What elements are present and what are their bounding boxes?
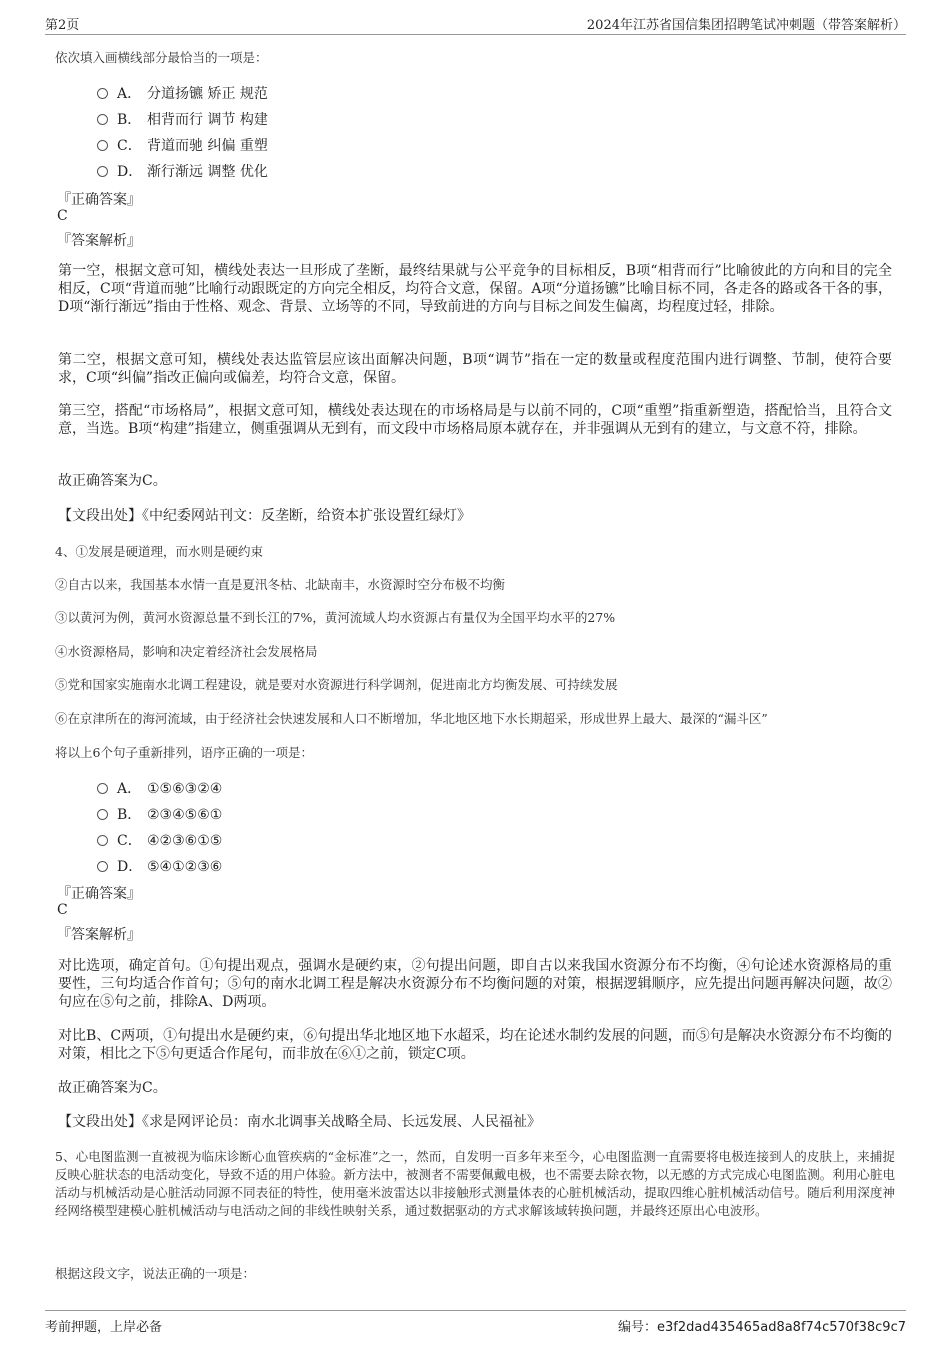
q3-option-b[interactable]: B． 相背而行 调节 构建 (97, 109, 268, 129)
document-title: 2024年江苏省国信集团招聘笔试冲刺题（带答案解析） (586, 18, 906, 33)
q5-prompt: 根据这段文字，说法正确的一项是： (55, 1266, 256, 1281)
q4-option-d[interactable]: D． ⑤④①②③⑥ (97, 856, 222, 876)
radio-icon[interactable] (97, 835, 108, 846)
q4-answer: C (57, 902, 68, 918)
radio-icon[interactable] (97, 783, 108, 794)
document-code: 编号：e3f2dad435465ad8a8f74c570f38c9c7 (618, 1320, 906, 1335)
q3-analysis-paragraph: 第二空，根据文意可知，横线处表达监管层应该出面解决问题，B项“调节”指在一定的数量或程度范围内进行调整、节制，使符合要求，C项“纠偏”指改正偏向或偏差，均符合文意，保留。 (58, 352, 892, 386)
q3-answer-label: 『正确答案』 (57, 192, 141, 208)
q3-prompt: 依次填入画横线部分最恰当的一项是： (55, 50, 268, 65)
radio-icon[interactable] (97, 88, 108, 99)
radio-icon[interactable] (97, 809, 108, 820)
q4-sentence: ⑥在京津所在的海河流域，由于经济社会快速发展和人口不断增加，华北地区地下水长期超采，形成世界上最大、最深的“漏斗区” (55, 711, 768, 726)
radio-icon[interactable] (97, 140, 108, 151)
q4-sentence: ④水资源格局，影响和决定着经济社会发展格局 (55, 644, 318, 659)
q4-sentence: 4、①发展是硬道理，而水则是硬约束 (55, 544, 263, 559)
q4-option-a[interactable]: A． ①⑤⑥③②④ (97, 778, 222, 798)
q3-option-c[interactable]: C． 背道而驰 纠偏 重塑 (97, 135, 268, 155)
q4-conclusion: 故正确答案为C。 (58, 1080, 167, 1096)
radio-icon[interactable] (97, 861, 108, 872)
radio-icon[interactable] (97, 166, 108, 177)
q4-analysis-paragraph: 对比B、C两项，①句提出水是硬约束，⑥句提出华北地区地下水超采，均在论述水制约发展的问题，而⑤句是解决水资源分布不均衡的对策，相比之下⑤句更适合作尾句，而非放在⑥①之前，锁定C项。 (58, 1028, 892, 1062)
q3-analysis-label: 『答案解析』 (57, 233, 141, 249)
q4-sentence: ⑤党和国家实施南水北调工程建设，就是要对水资源进行科学调剂，促进南北方均衡发展、可持续发展 (55, 677, 618, 692)
q4-answer-label: 『正确答案』 (57, 886, 141, 902)
q3-option-a[interactable]: A． 分道扬镳 矫正 规范 (97, 83, 268, 103)
q4-prompt: 将以上6个句子重新排列，语序正确的一项是： (55, 745, 313, 760)
q4-source: 【文段出处】《求是网评论员：南水北调事关战略全局、长远发展、人民福祉》 (58, 1114, 541, 1130)
q3-analysis-paragraph: 第三空，搭配“市场格局”，根据文意可知，横线处表达现在的市场格局是与以前不同的，C项“重塑”指重新塑造，搭配恰当，且符合文意，当选。B项“构建”指建立，侧重强调从无到有，而文段中市场格局原本就存在，并非强调从无到有的建立，与文意不符，排除。 (58, 403, 892, 437)
page-header (45, 12, 906, 35)
q4-option-b[interactable]: B． ②③④⑤⑥① (97, 804, 222, 824)
q4-analysis-paragraph: 对比选项，确定首句。①句提出观点，强调水是硬约束，②句提出问题，即自古以来我国水资源分布不均衡，④句论述水资源格局的重要性，三句均适合作首句；⑤句的南水北调工程是解决水资源分布不均衡问题的对策，根据逻辑顺序，应先提出问题再解决问题，故②句应在⑤句之前，排除A、D两项。 (58, 958, 892, 1010)
page-number: 第2页 (45, 18, 80, 33)
footer-slogan: 考前押题，上岸必备 (45, 1320, 163, 1335)
q3-conclusion: 故正确答案为C。 (58, 473, 167, 489)
q4-option-c[interactable]: C． ④②③⑥①⑤ (97, 830, 222, 850)
q3-analysis-paragraph: 第一空，根据文意可知，横线处表达一旦形成了垄断，最终结果就与公平竞争的目标相反，B项“相背而行”比喻彼此的方向和目的完全相反，C项“背道而驰”比喻行动跟既定的方向完全相反，均符合文意，保留。A项“分道扬镳”比喻目标不同，各走各的路或各干各的事，D项“渐行渐远”指由于性格、观念、背景、立场等的不同，导致前进的方向与目标之间发生偏离，均程度过轻，排除。 (58, 263, 892, 315)
q3-source: 【文段出处】《中纪委网站刊文：反垄断，给资本扩张设置红绿灯》 (58, 508, 471, 524)
radio-icon[interactable] (97, 114, 108, 125)
q5-passage: 5、心电图监测一直被视为临床诊断心血管疾病的“金标准”之一，然而，自发明一百多年来至今，心电图监测一直需要将电极连接到人的皮肤上，来捕捉反映心脏状态的电活动变化，导致不适的用户体验。新方法中，被测者不需要佩戴电极，也不需要去除衣物，以无感的方式完成心电图监测。利用心脏电活动与机械活动是心脏活动同源不同表征的特性，使用毫米波雷达以非接触形式测量体表的心脏机械活动，提取四维心脏机械活动信号。随后利用深度神经网络模型建模心脏机械活动与电活动之间的非线性映射关系，通过数据驱动的方式求解该域转换问题，并最终还原出心电波形。 (55, 1149, 895, 1218)
q3-option-d[interactable]: D． 渐行渐远 调整 优化 (97, 161, 268, 181)
page-footer (45, 1310, 906, 1337)
q4-analysis-label: 『答案解析』 (57, 927, 141, 943)
q3-answer: C (57, 208, 68, 224)
q4-sentence: ③以黄河为例，黄河水资源总量不到长江的7%，黄河流域人均水资源占有量仅为全国平均水平的27% (55, 610, 616, 625)
q4-sentence: ②自古以来，我国基本水情一直是夏汛冬枯、北缺南丰，水资源时空分布极不均衡 (55, 577, 506, 592)
